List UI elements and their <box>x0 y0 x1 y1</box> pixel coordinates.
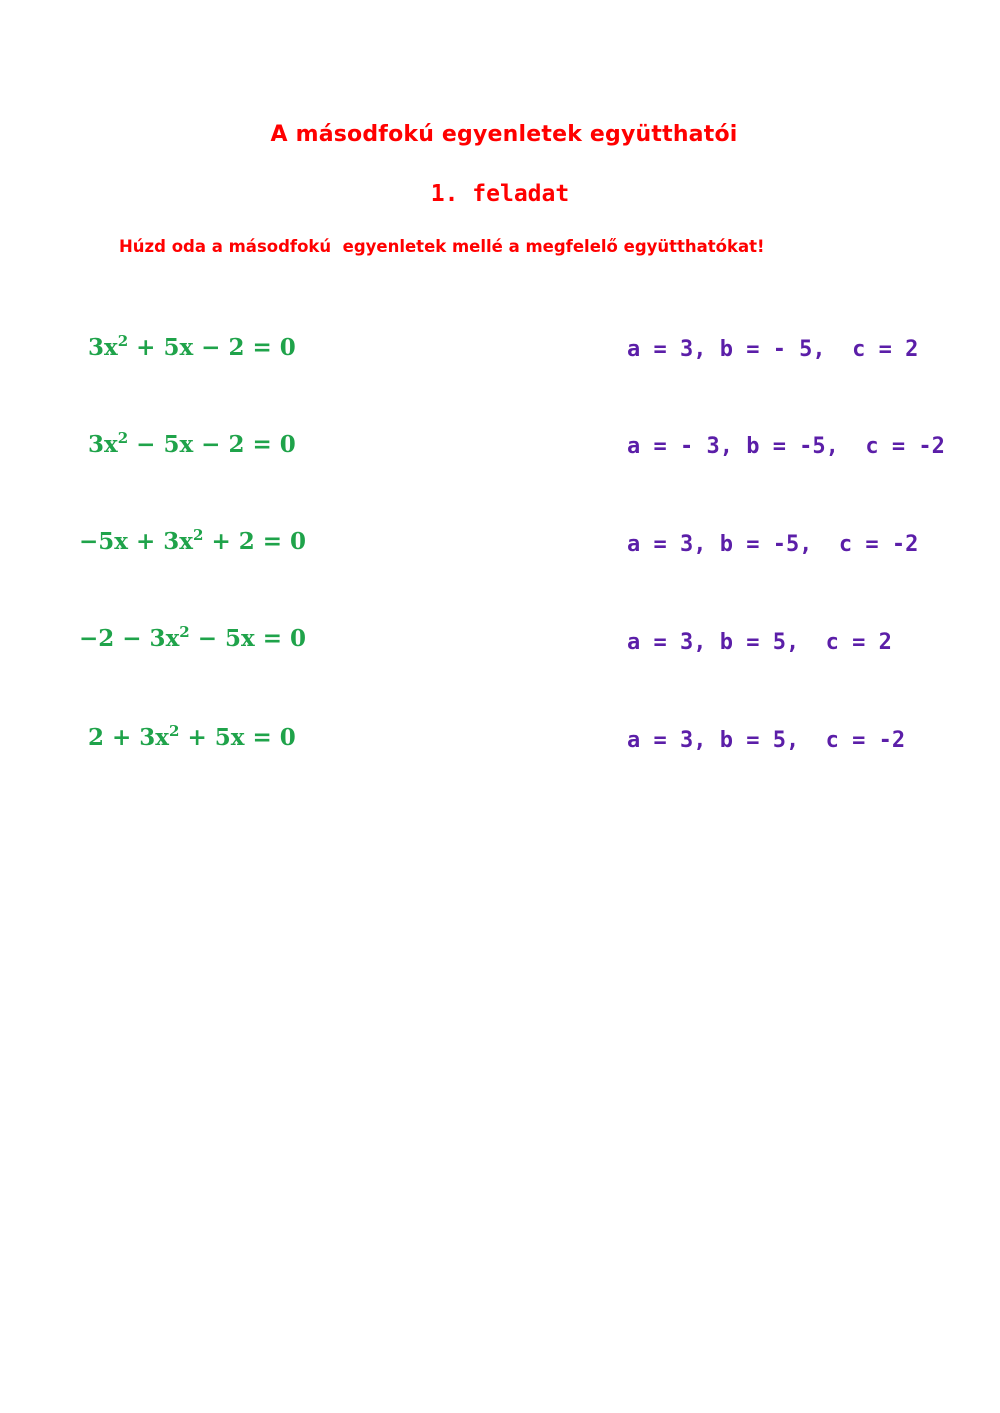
worksheet-title: A másodfokú egyenletek együtthatói <box>270 122 738 147</box>
equation-5-exponent: 2 <box>169 722 180 740</box>
equation-2-exponent: 2 <box>117 429 129 447</box>
equation-3-part1: −5x + 3x <box>79 528 193 555</box>
equation-2-part1: 3x <box>88 431 118 458</box>
equation-2 <box>88 431 296 458</box>
equation-5 <box>88 724 296 751</box>
equation-2-part2: − 5x − 2 = 0 <box>128 431 296 458</box>
equation-1-part1: 3x <box>88 334 118 361</box>
equation-4-part2: − 5x = 0 <box>189 625 307 652</box>
coefficient-option-3[interactable]: a = 3, b = -5, c = -2 <box>627 532 919 557</box>
equation-5-part1: 2 + 3x <box>88 724 170 751</box>
equation-3-exponent: 2 <box>193 526 204 544</box>
equation-4-part1: −2 − 3x <box>79 625 180 652</box>
coefficient-option-2[interactable]: a = - 3, b = -5, c = -2 <box>627 434 945 459</box>
task-instruction: Húzd oda a másodfokú egyenletek mellé a megfelelő együtthatókat! <box>119 237 765 256</box>
equation-4 <box>79 625 306 652</box>
equation-1-exponent: 2 <box>117 332 129 350</box>
equation-3-part2: + 2 = 0 <box>203 528 307 555</box>
coefficient-option-1[interactable]: a = 3, b = - 5, c = 2 <box>627 337 919 362</box>
equation-3 <box>79 528 306 555</box>
equation-1 <box>88 334 296 361</box>
coefficient-option-4[interactable]: a = 3, b = 5, c = 2 <box>627 630 892 655</box>
equation-1-part2: + 5x − 2 = 0 <box>128 334 296 361</box>
task-number: 1. feladat <box>430 181 570 207</box>
coefficient-option-5[interactable]: a = 3, b = 5, c = -2 <box>627 728 906 753</box>
equation-4-exponent: 2 <box>179 623 190 641</box>
equation-5-part2: + 5x = 0 <box>179 724 296 751</box>
